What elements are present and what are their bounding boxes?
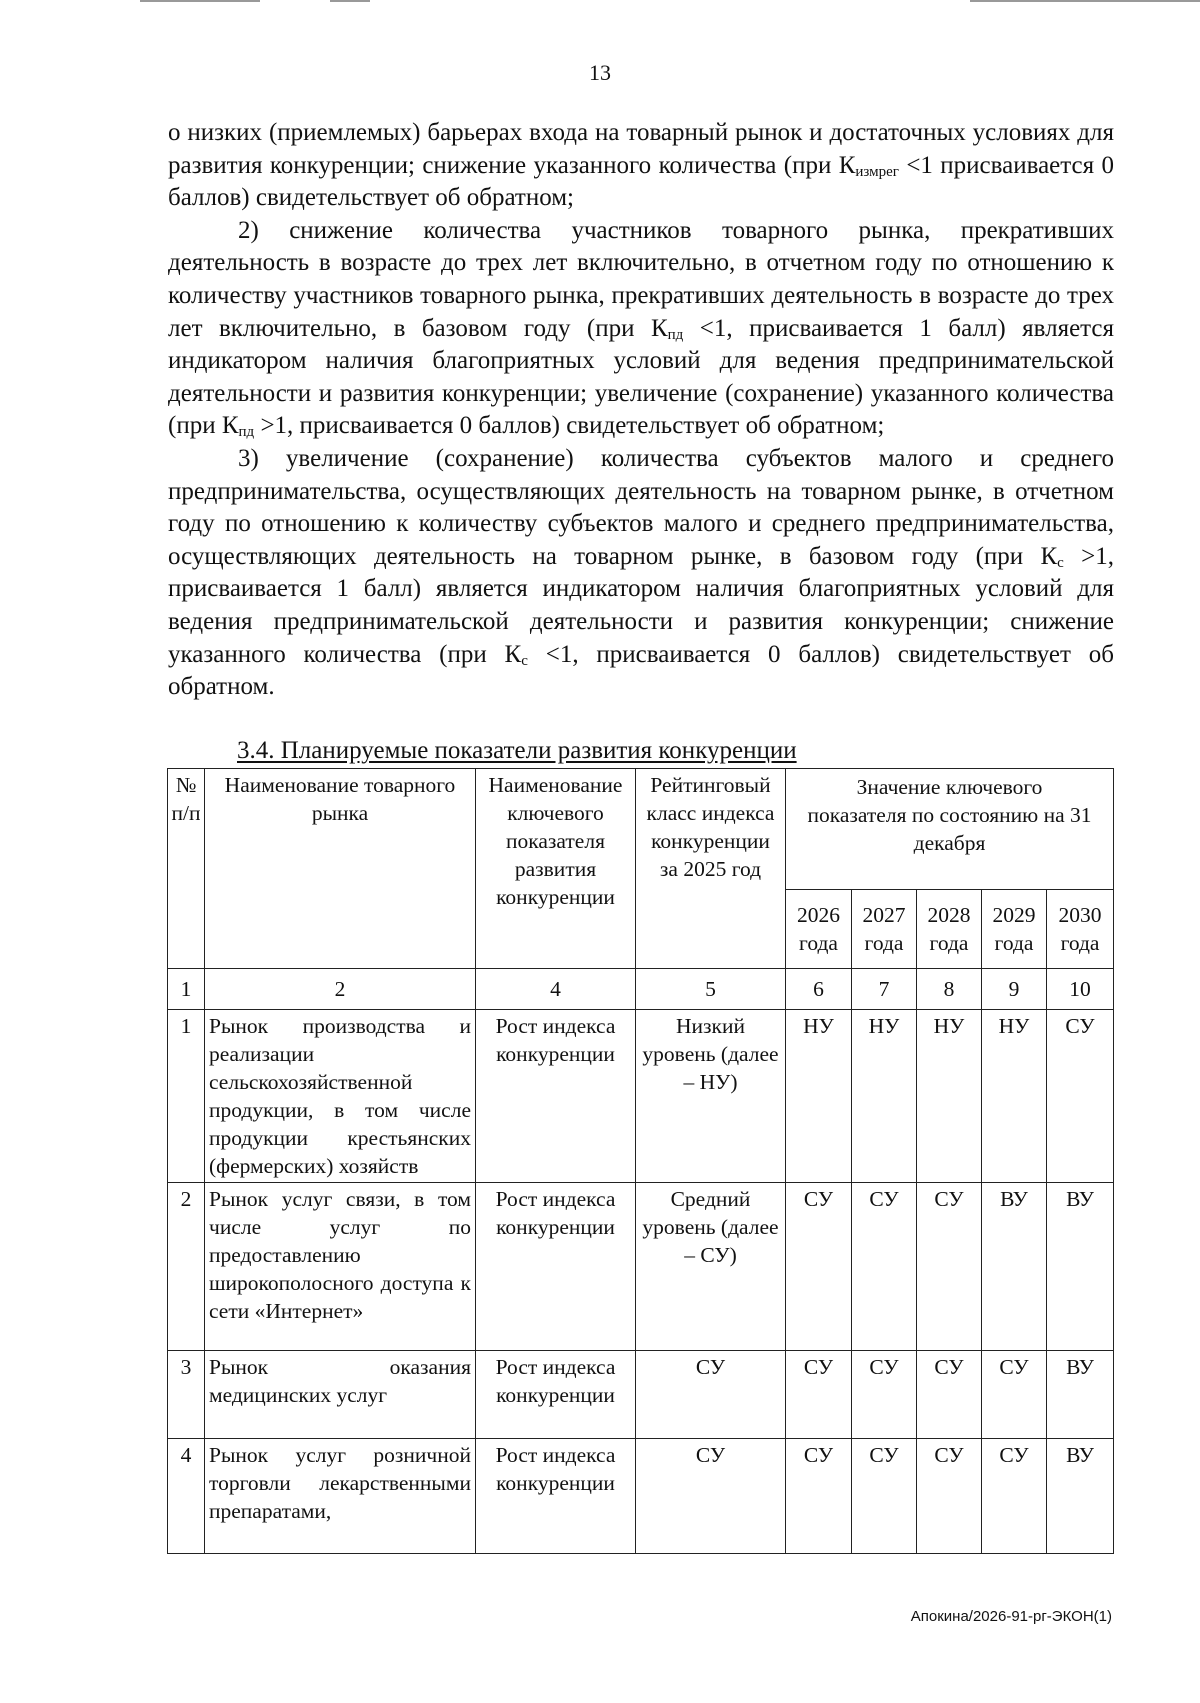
header-year: 2027 года [852,890,917,969]
table-caption: 3.4. Планируемые показатели развития конкуренции [237,737,797,764]
row-value: СУ [917,1183,982,1351]
column-number: 2 [205,969,476,1010]
scan-edge-line [140,0,260,2]
row-rating: Средний уровень (далее – СУ) [636,1183,786,1351]
scan-edge-line [330,0,370,2]
row-num: 2 [168,1183,205,1351]
row-market: Рынок услуг розничной торговли лекарственными препаратами, [205,1439,476,1554]
row-value: СУ [852,1183,917,1351]
body-text [168,117,1114,704]
column-number: 1 [168,969,205,1010]
row-rating: СУ [636,1351,786,1439]
paragraph-1: о низких (приемлемых) барьерах входа на товарный рынок и достаточных условиях для развития конкуренции; снижение указанного количества (при $К_{измрег} <1$ присваивается 0 баллов) свидетельствует об обратном; [168,119,1114,212]
column-number-row [168,969,1114,1010]
row-num: 3 [168,1351,205,1439]
column-number: 10 [1047,969,1114,1010]
table-row [168,1183,1114,1351]
row-value: СУ [852,1439,917,1554]
row-market: Рынок производства и реализации сельскохозяйственной продукции, в том числе продукции крестьянских (фермерских) хозяйств [205,1010,476,1183]
row-value: НУ [917,1010,982,1183]
scan-edge-line [970,0,1200,2]
header-year: 2030 года [1047,890,1114,969]
header-rating: Рейтинговый класс индекса конкуренции за 2025 год [636,769,786,969]
row-value: ВУ [982,1183,1047,1351]
header-year: 2029 года [982,890,1047,969]
row-value: ВУ [1047,1439,1114,1554]
footer-document-code: Апокина/2026-91-рг-ЭКОН(1) [910,1608,1112,1625]
row-market: Рынок оказания медицинских услуг [205,1351,476,1439]
row-value: СУ [786,1439,852,1554]
competition-indicators-table [167,768,1114,1554]
page-number: 13 [589,60,611,85]
row-value: СУ [917,1439,982,1554]
row-value: СУ [786,1351,852,1439]
row-indicator: Рост индекса конкуренции [476,1010,636,1183]
row-value: НУ [786,1010,852,1183]
row-num: 1 [168,1010,205,1183]
column-number: 8 [917,969,982,1010]
paragraph-3: 3) увеличение (сохранение) количества субъектов малого и среднего предпринимательства, осуществляющих деятельность на товарном рынке, в отчетном году по отношению к количеству субъектов малого и среднего предпринимательства, осуществляющих деятельность на товарном рынке, в базовом году (при $К_с >1$, присваивается 1 балл) является индикатором наличия благоприятных условий для ведения предпринимательской деятельности и развития конкуренции; снижение указанного количества (при $К_с <1$, присваивается 0 баллов) свидетельствует об обратном. [168,444,1114,701]
row-num: 4 [168,1439,205,1554]
header-value-group: Значение ключевого показателя по состоянию на 31 декабря [786,769,1114,890]
row-rating: СУ [636,1439,786,1554]
table-row [168,1351,1114,1439]
row-value: СУ [917,1351,982,1439]
row-value: НУ [982,1010,1047,1183]
row-indicator: Рост индекса конкуренции [476,1183,636,1351]
row-value: СУ [982,1351,1047,1439]
row-value: СУ [786,1183,852,1351]
column-number: 9 [982,969,1047,1010]
row-indicator: Рост индекса конкуренции [476,1351,636,1439]
table-row [168,1010,1114,1183]
header-year: 2028 года [917,890,982,969]
paragraph-2: 2) снижение количества участников товарного рынка, прекративших деятельность в возрасте до трех лет включительно, в отчетном году по отношению к количеству участников товарного рынка, прекративших деятельность в возрасте до трех лет включительно, в базовом году (при $К_{пд} <1$, присваивается 1 балл) является индикатором наличия благоприятных условий для ведения предпринимательской деятельности и развития конкуренции; увеличение (сохранение) указанного количества (при $К_{пд} >1$, присваивается 0 баллов) свидетельствует об обратном; [168,216,1114,441]
row-market: Рынок услуг связи, в том числе услуг по предоставлению широкополосного доступа к сети «Интернет» [205,1183,476,1351]
column-number: 7 [852,969,917,1010]
row-indicator: Рост индекса конкуренции [476,1439,636,1554]
column-number: 5 [636,969,786,1010]
header-year: 2026 года [786,890,852,969]
header-indicator: Наименование ключевого показателя развития конкуренции [476,769,636,969]
column-number: 4 [476,969,636,1010]
row-value: СУ [852,1351,917,1439]
header-num: № п/п [168,769,205,969]
table-row [168,1439,1114,1554]
row-value: ВУ [1047,1183,1114,1351]
row-value: ВУ [1047,1351,1114,1439]
header-market: Наименование товарного рынка [205,769,476,969]
row-value: СУ [1047,1010,1114,1183]
row-value: СУ [982,1439,1047,1554]
row-value: НУ [852,1010,917,1183]
row-rating: Низкий уровень (далее – НУ) [636,1010,786,1183]
column-number: 6 [786,969,852,1010]
